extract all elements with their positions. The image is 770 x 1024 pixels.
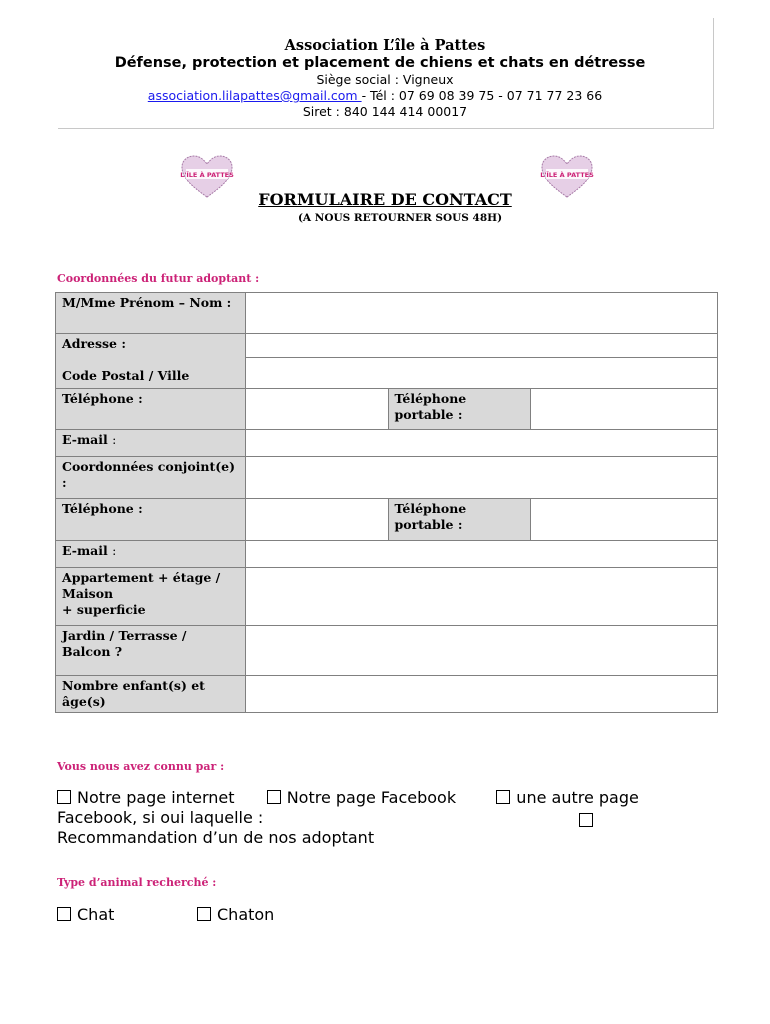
head-office: Siège social : Vigneux xyxy=(316,72,454,87)
field-housing[interactable] xyxy=(245,568,717,626)
field-postal[interactable] xyxy=(245,358,717,389)
known-by-other-page-option[interactable]: une autre page xyxy=(496,788,639,807)
label-address-block xyxy=(56,334,246,389)
checkbox-cat[interactable] xyxy=(57,907,71,921)
phone-numbers: - Tél : 07 69 08 39 75 - 07 71 77 23 66 xyxy=(361,88,603,103)
form-title: FORMULAIRE DE CONTACT xyxy=(258,190,512,209)
form-subtitle: (A NOUS RETOURNER SOUS 48H) xyxy=(297,212,503,224)
known-by-facebook-option[interactable]: Notre page Facebook xyxy=(267,788,456,807)
known-by-options-row xyxy=(57,788,639,807)
label-phone-2: Téléphone : xyxy=(56,499,246,541)
checkbox-other-page[interactable] xyxy=(496,790,510,804)
known-by-heading: Vous nous avez connu par : xyxy=(57,760,225,773)
label-children: Nombre enfant(s) et âge(s) xyxy=(56,676,246,713)
adopter-table xyxy=(55,292,718,713)
field-phone-2[interactable] xyxy=(245,499,388,541)
label-mobile: Téléphone portable : xyxy=(388,389,531,430)
label-spouse: Coordonnées conjoint(e) : xyxy=(56,457,246,499)
label-email: E-mail : xyxy=(56,430,246,457)
checkbox-kitten[interactable] xyxy=(197,907,211,921)
svg-text:L'ÎLE À PATTES: L'ÎLE À PATTES xyxy=(540,171,594,179)
label-phone: Téléphone : xyxy=(56,389,246,430)
contact-line xyxy=(0,88,760,103)
label-email-2: E-mail : xyxy=(56,541,246,568)
animal-type-cat-option[interactable]: Chat xyxy=(57,905,114,924)
label-name: M/Mme Prénom – Nom : xyxy=(56,293,246,334)
animal-type-kitten-option[interactable]: Chaton xyxy=(197,905,274,924)
known-by-facebook-which: Facebook, si oui laquelle : xyxy=(57,808,264,827)
email-link[interactable]: association.lilapattes@gmail.com xyxy=(147,88,362,103)
field-email-2[interactable] xyxy=(245,541,717,568)
label-postal: Code Postal / Ville xyxy=(62,368,190,383)
label-garden: Jardin / Terrasse / Balcon ? xyxy=(56,626,246,676)
label-mobile-2: Téléphone portable : xyxy=(388,499,531,541)
org-name: Association L’île à Pattes xyxy=(284,37,486,54)
known-by-internet-option[interactable]: Notre page internet xyxy=(57,788,235,807)
checkbox-recommendation[interactable] xyxy=(579,813,593,827)
field-address[interactable] xyxy=(245,334,717,358)
field-mobile-2[interactable] xyxy=(531,499,718,541)
field-phone[interactable] xyxy=(245,389,388,430)
field-mobile[interactable] xyxy=(531,389,718,430)
field-name[interactable] xyxy=(245,293,717,334)
svg-text:L'ÎLE À PATTES: L'ÎLE À PATTES xyxy=(180,171,234,179)
org-mission: Défense, protection et placement de chiens et chats en détresse xyxy=(114,55,646,71)
field-email[interactable] xyxy=(245,430,717,457)
known-by-recommendation: Recommandation d’un de nos adoptant xyxy=(57,828,375,847)
field-garden[interactable] xyxy=(245,626,717,676)
field-spouse[interactable] xyxy=(245,457,717,499)
label-address: Adresse : xyxy=(62,336,126,351)
checkbox-internet[interactable] xyxy=(57,790,71,804)
checkbox-facebook[interactable] xyxy=(267,790,281,804)
field-children[interactable] xyxy=(245,676,717,713)
animal-type-heading: Type d’animal recherché : xyxy=(57,876,217,889)
adopter-section-heading: Coordonnées du futur adoptant : xyxy=(57,272,260,285)
siret-number: Siret : 840 144 414 00017 xyxy=(302,104,468,119)
label-housing: Appartement + étage / Maison + superficie xyxy=(56,568,246,626)
